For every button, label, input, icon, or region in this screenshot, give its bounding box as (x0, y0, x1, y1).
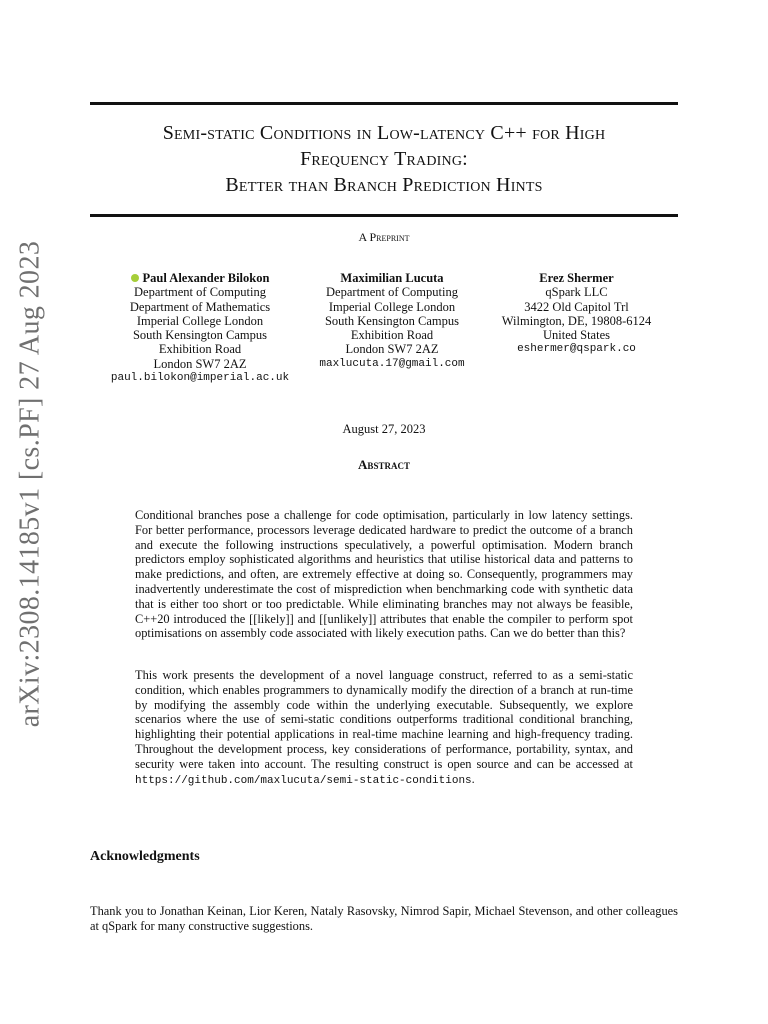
author-name: Erez Shermer (539, 271, 614, 285)
author-affiliation: Wilmington, DE, 19808-6124 (501, 313, 652, 328)
author-block-1 (100, 271, 300, 385)
author-affiliation: South Kensington Campus (324, 313, 460, 328)
author-affiliation: 3422 Old Capitol Trl (524, 299, 629, 314)
author-email[interactable]: eshermer@qspark.co (517, 343, 636, 356)
author-affiliation: Department of Mathematics (129, 299, 271, 314)
author-affiliation: Imperial College London (328, 299, 456, 314)
paper-title (90, 120, 678, 198)
orcid-icon[interactable] (131, 274, 139, 282)
abstract-paragraph-2-end: . (471, 771, 475, 786)
author-affiliation: Department of Computing (326, 285, 458, 300)
title-line-3: Better than Branch Prediction Hints (225, 174, 543, 196)
top-rule (90, 102, 678, 105)
title-line-2: Frequency Trading: (300, 148, 468, 170)
preprint-label: A Preprint (358, 230, 410, 244)
acknowledgments-heading: Acknowledgments (90, 849, 200, 864)
abstract-heading: Abstract (358, 457, 410, 472)
author-email[interactable]: maxlucuta.17@gmail.com (319, 357, 465, 370)
arxiv-sidebar (8, 240, 52, 728)
bottom-rule (90, 214, 678, 217)
author-name (100, 271, 300, 285)
author-affiliation: Exhibition Road (350, 328, 434, 343)
author-affiliation: South Kensington Campus (132, 328, 268, 343)
author-affiliation: Department of Computing (134, 285, 266, 300)
publication-date: August 27, 2023 (342, 422, 426, 436)
author-affiliation: United States (542, 328, 610, 343)
author-block-2 (302, 271, 482, 371)
author-affiliation: Exhibition Road (158, 342, 242, 357)
abstract-paragraph-2-text: This work presents the development of a novel language construct, referred to as a semi-static condition, which enables programmers to dynamically modify the direction of a branch at run-time by modifying the assembly code within the underlying executable. Subsequently, we explore scenarios where the use of semi-static conditions outperforms traditional conditional branching, highlighting their potential applications in real-time machine learning and high-frequency trading. Throughout the development process, key considerations of performance, portability, syntax, and security were taken into account. The resulting construct is open source and can be accessed at (135, 668, 633, 771)
title-line-1: Semi-static Conditions in Low-latency C++ for High (162, 122, 606, 144)
author-name: Maximilian Lucuta (340, 271, 444, 285)
author-name-text: Paul Alexander Bilokon (142, 271, 270, 285)
author-affiliation: London SW7 2AZ (153, 356, 247, 371)
author-block-3 (484, 271, 669, 357)
github-link[interactable]: https://github.com/maxlucuta/semi-static-conditions (135, 774, 472, 787)
abstract-paragraph-1: Conditional branches pose a challenge for code optimisation, particularly in low latency settings. For better performance, processors leverage dedicated hardware to predict the outcome of a branch and execute the following instructions speculatively, a powerful optimisation. Modern branch predictors employ sophisticated algorithms and heuristics that utilise historical data and patterns to make predictions, and often, are extremely effective at doing so. Consequently, programmers may inadvertently underestimate the cost of misprediction when benchmarking code with synthetic data that is either too short or too predictable. While eliminating branches may not always be feasible, C++20 introduced the [[likely]] and [[unlikely]] attributes that enable the compiler to perform spot optimisations on assembly code associated with likely execution paths. Can we do better than this? (135, 508, 633, 641)
acknowledgments-text: Thank you to Jonathan Keinan, Lior Keren, Nataly Rasovsky, Nimrod Sapir, Michael Stevenson, and other colleagues at qSpark for many constructive suggestions. (90, 904, 678, 933)
author-affiliation: qSpark LLC (545, 285, 608, 300)
author-affiliation: Imperial College London (136, 313, 264, 328)
abstract-paragraph-2 (135, 668, 633, 788)
arxiv-identifier: arXiv:2308.14185v1 [cs.PF] 27 Aug 2023 (14, 240, 45, 728)
author-affiliation: London SW7 2AZ (345, 342, 439, 357)
author-email[interactable]: paul.bilokon@imperial.ac.uk (110, 372, 290, 385)
